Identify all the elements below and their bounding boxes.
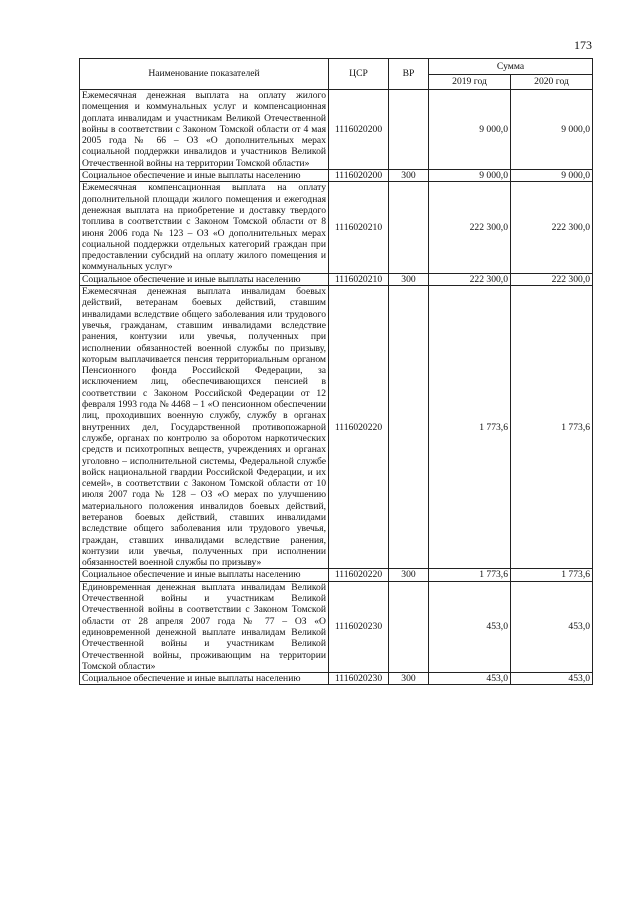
row-csr: 1116020210 <box>329 273 389 285</box>
table-row <box>80 581 593 672</box>
row-name: Ежемесячная денежная выплата инвалидам боевых действий, ветеранам боевых действий, ставшим инвалидами вследствие общего заболевания или трудового увечья, гражданам, ставшим инвалидами вследствие ранения, контузии или увечья, полученных при исполнении обязанностей военной службы по призыву, которым выплачивается пенсия территориальным органом Пенсионного фонда Российской Федерации, за исключением лиц, обеспечивающихся пенсией в соответствии с Законом Российской Федерации от 12 февраля 1993 года № 4468 – 1 «О пенсионном обеспечении лиц, проходивших военную службу, службу в органах внутренних дел, Государственной противопожарной службе, органах по контролю за оборотом наркотических средств и психотропных веществ, учреждениях и органах уголовно – исполнительной системы, Федеральной службе войск национальной гвардии Российской Федерации, и их семей», в соответствии с Законом Томской области от 10 июля 2007 года № 128 – ОЗ «О мерах по улучшению материального положения инвалидов боевых действий, ветеранов боевых действий, ставших инвалидами вследствие общего заболевания или трудового увечья, граждан, ставших инвалидами вследствие ранения, контузии или увечья, полученных при исполнении обязанностей военной службы по призыву» <box>80 286 329 569</box>
page-number: 173 <box>574 38 592 52</box>
row-vr: 300 <box>389 170 429 182</box>
row-name: Социальное обеспечение и иные выплаты населению <box>80 170 329 182</box>
row-csr: 1116020230 <box>329 673 389 685</box>
row-sum-2019: 1 773,6 <box>429 286 511 569</box>
row-vr <box>389 182 429 273</box>
row-sum-2020: 1 773,6 <box>511 569 593 581</box>
row-csr: 1116020220 <box>329 286 389 569</box>
row-csr: 1116020220 <box>329 569 389 581</box>
row-sum-2020: 1 773,6 <box>511 286 593 569</box>
row-csr: 1116020210 <box>329 182 389 273</box>
row-sum-2020: 222 300,0 <box>511 182 593 273</box>
header-year-2019: 2019 год <box>429 74 511 90</box>
header-csr: ЦСР <box>329 59 389 90</box>
table-row <box>80 286 593 569</box>
row-csr: 1116020200 <box>329 90 389 170</box>
row-name: Социальное обеспечение и иные выплаты населению <box>80 673 329 685</box>
row-sum-2020: 453,0 <box>511 673 593 685</box>
row-sum-2019: 9 000,0 <box>429 170 511 182</box>
row-name: Социальное обеспечение и иные выплаты населению <box>80 273 329 285</box>
row-sum-2019: 453,0 <box>429 673 511 685</box>
row-sum-2020: 222 300,0 <box>511 273 593 285</box>
table-row <box>80 182 593 273</box>
row-sum-2019: 453,0 <box>429 581 511 672</box>
row-name: Социальное обеспечение и иные выплаты населению <box>80 569 329 581</box>
table-row <box>80 273 593 285</box>
row-vr <box>389 90 429 170</box>
row-sum-2019: 222 300,0 <box>429 273 511 285</box>
table-header <box>80 59 593 90</box>
row-name: Ежемесячная денежная выплата на оплату жилого помещения и коммунальных услуг и компенсационная доплата инвалидам и участникам Великой Отечественной войны в соответствии с Законом Томской области от 4 мая 2005 года № 66 – ОЗ «О дополнительных мерах социальной поддержки инвалидов и участников Великой Отечественной войны на территории Томской области» <box>80 90 329 170</box>
table-row <box>80 673 593 685</box>
row-name: Единовременная денежная выплата инвалидам Великой Отечественной войны и участникам Великой Отечественной войны в соответствии с Законом Томской области от 28 апреля 2007 года № 77 – ОЗ «О единовременной денежной выплате инвалидам Великой Отечественной войны и участникам Великой Отечественной войны, проживающим на территории Томской области» <box>80 581 329 672</box>
row-sum-2019: 1 773,6 <box>429 569 511 581</box>
row-sum-2020: 453,0 <box>511 581 593 672</box>
header-vr: ВР <box>389 59 429 90</box>
row-csr: 1116020230 <box>329 581 389 672</box>
row-sum-2019: 222 300,0 <box>429 182 511 273</box>
budget-table <box>79 58 593 685</box>
header-name: Наименование показателей <box>80 59 329 90</box>
row-sum-2020: 9 000,0 <box>511 90 593 170</box>
table-row <box>80 569 593 581</box>
row-vr <box>389 286 429 569</box>
table-row <box>80 170 593 182</box>
row-sum-2019: 9 000,0 <box>429 90 511 170</box>
row-name: Ежемесячная компенсационная выплата на оплату дополнительной площади жилого помещения и ежегодная денежная выплата на приобретение и доставку твердого топлива в соответствии с Законом Томской области от 8 июня 2006 года № 123 – ОЗ «О дополнительных мерах социальной поддержки отдельных категорий граждан при предоставлении субсидий на оплату жилого помещения и коммунальных услуг» <box>80 182 329 273</box>
row-csr: 1116020200 <box>329 170 389 182</box>
row-vr: 300 <box>389 673 429 685</box>
header-sum: Сумма <box>429 59 593 75</box>
row-vr: 300 <box>389 569 429 581</box>
row-vr <box>389 581 429 672</box>
row-sum-2020: 9 000,0 <box>511 170 593 182</box>
header-year-2020: 2020 год <box>511 74 593 90</box>
row-vr: 300 <box>389 273 429 285</box>
table-row <box>80 90 593 170</box>
